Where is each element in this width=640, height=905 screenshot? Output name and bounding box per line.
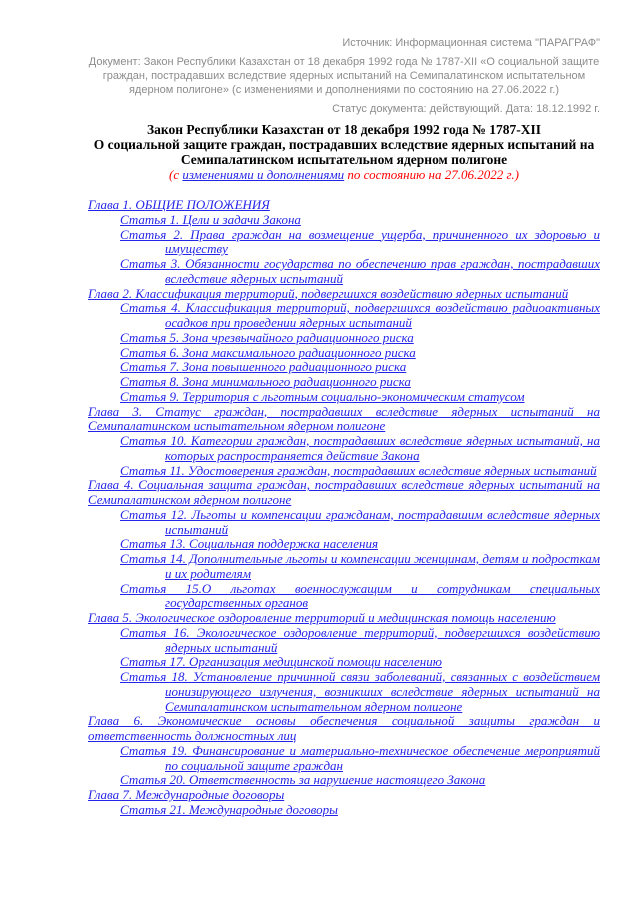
toc-chapter-entry <box>88 788 600 803</box>
toc-article-entry <box>88 346 600 361</box>
toc-article-entry <box>88 360 600 375</box>
toc-link[interactable]: Глава 2. Классификация территорий, подвергшихся воздействию ядерных испытаний <box>88 285 569 301</box>
toc-article-entry <box>88 744 600 774</box>
toc-article-entry <box>88 464 600 479</box>
toc-link[interactable]: Глава 5. Экологическое оздоровление территорий и медицинская помощь населению <box>88 610 556 625</box>
toc-link[interactable]: Статья 19. Финансирование и материально-техническое обеспечение мероприятий по социальной защите граждан <box>120 742 600 773</box>
toc-article-entry <box>88 773 600 788</box>
source-line: Источник: Информационная система "ПАРАГРАФ" <box>342 37 600 49</box>
toc-article-entry <box>88 301 600 331</box>
toc-article-entry <box>88 508 600 538</box>
toc-link[interactable]: Статья 4. Классификация территорий, подвергшихся воздействию радиоактивных осадков при проведении ядерных испытаний <box>120 300 600 330</box>
table-of-contents <box>88 198 600 818</box>
toc-article-entry <box>88 213 600 228</box>
toc-link[interactable]: Статья 12. Льготы и компенсации гражданам, пострадавшим вследствие ядерных испытаний <box>120 506 600 537</box>
toc-link[interactable]: Статья 17. Организация медицинской помощи населению <box>120 654 442 670</box>
amendment-prefix: (с <box>169 167 183 182</box>
toc-link[interactable]: Глава 7. Международные договоры <box>88 787 285 802</box>
toc-link[interactable]: Статья 21. Международные договоры <box>120 801 338 817</box>
toc-link[interactable]: Статья 8. Зона минимального радиационного риска <box>120 374 411 389</box>
toc-chapter-entry <box>88 198 600 213</box>
toc-link[interactable]: Глава 1. ОБЩИЕ ПОЛОЖЕНИЯ <box>88 197 270 212</box>
toc-article-entry <box>88 670 600 714</box>
toc-link[interactable]: Статья 16. Экологическое оздоровление территорий, подвергшихся воздействию ядерных испытаний <box>120 624 600 655</box>
amendment-note <box>88 167 600 182</box>
toc-article-entry <box>88 552 600 582</box>
toc-chapter-entry <box>88 287 600 302</box>
toc-link[interactable]: Статья 13. Социальная поддержка населения <box>120 536 379 552</box>
toc-link[interactable]: Глава 6. Экономические основы обеспечения социальной защиты граждан и ответственность должностных лиц <box>88 713 600 743</box>
toc-article-entry <box>88 228 600 258</box>
toc-article-entry <box>88 331 600 346</box>
toc-link[interactable]: Статья 9. Территория с льготным социально-экономическим статусом <box>120 388 525 404</box>
toc-link[interactable]: Статья 18. Установление причинной связи заболеваний, связанных с воздействием ионизирующего излучения, возникших вследствие ядерных испытаний на Семипалатинском испытательном ядерном полигоне <box>120 669 600 714</box>
toc-article-entry <box>88 257 600 287</box>
toc-article-entry <box>88 803 600 818</box>
toc-link[interactable]: Глава 4. Социальная защита граждан, пострадавших вследствие ядерных испытаний на Семипалатинском ядерном полигоне <box>88 477 600 507</box>
toc-link[interactable]: Статья 1. Цели и задачи Закона <box>120 211 301 227</box>
document-description: Документ: Закон Республики Казахстан от 18 декабря 1992 года № 1787-XII «О социальной защите граждан, пострадавших вследствие ядерных испытаний на Семипалатинском испытательном ядерном полигоне» (с изменениями и дополнениями по состоянию на 27.06.2022 г.) <box>88 56 600 96</box>
law-title <box>88 122 600 167</box>
amendments-link[interactable]: изменениями и дополнениями <box>182 167 345 182</box>
toc-link[interactable]: Статья 15.О льготах военнослужащим и сотрудникам специальных государственных органов <box>120 580 600 611</box>
law-title-subject: О социальной защите граждан, пострадавших вследствие ядерных испытаний на Семипалатинском испытательном ядерном полигоне <box>93 137 595 167</box>
toc-link[interactable]: Статья 14. Дополнительные льготы и компенсации женщинам, детям и подросткам и их родителям <box>120 551 600 581</box>
toc-chapter-entry <box>88 611 600 626</box>
status-line: Статус документа: действующий. Дата: 18.12.1992 г. <box>332 103 600 115</box>
toc-article-entry <box>88 434 600 464</box>
toc-article-entry <box>88 582 600 612</box>
toc-link[interactable]: Статья 6. Зона максимального радиационного риска <box>120 344 416 360</box>
toc-link[interactable]: Статья 7. Зона повышенного радиационного риска <box>120 359 407 375</box>
toc-article-entry <box>88 375 600 390</box>
toc-link[interactable]: Статья 5. Зона чрезвычайного радиационного риска <box>120 329 414 345</box>
toc-article-entry <box>88 655 600 670</box>
document-meta-header <box>88 36 600 116</box>
toc-link[interactable]: Статья 10. Категории граждан, пострадавших вследствие ядерных испытаний, на которых распространяется действие Закона <box>120 433 600 463</box>
toc-chapter-entry <box>88 405 600 435</box>
toc-link[interactable]: Статья 20. Ответственность за нарушение настоящего Закона <box>120 772 486 788</box>
toc-link[interactable]: Статья 2. Права граждан на возмещение ущерба, причиненного их здоровью и имуществу <box>120 226 600 257</box>
toc-chapter-entry <box>88 478 600 508</box>
toc-link[interactable]: Статья 11. Удостоверения граждан, пострадавших вследствие ядерных испытаний <box>120 462 597 478</box>
toc-article-entry <box>88 390 600 405</box>
law-title-number: Закон Республики Казахстан от 18 декабря 1992 года № 1787-XII <box>147 122 541 137</box>
toc-article-entry <box>88 537 600 552</box>
toc-link[interactable]: Статья 3. Обязанности государства по обеспечению прав граждан, пострадавших вследствие ядерных испытаний <box>120 256 600 286</box>
toc-link[interactable]: Глава 3. Статус граждан, пострадавших вследствие ядерных испытаний на Семипалатинском испытательном ядерном полигоне <box>88 403 600 434</box>
amendment-suffix: по состоянию на 27.06.2022 г.) <box>344 167 519 182</box>
toc-article-entry <box>88 626 600 656</box>
toc-chapter-entry <box>88 714 600 744</box>
